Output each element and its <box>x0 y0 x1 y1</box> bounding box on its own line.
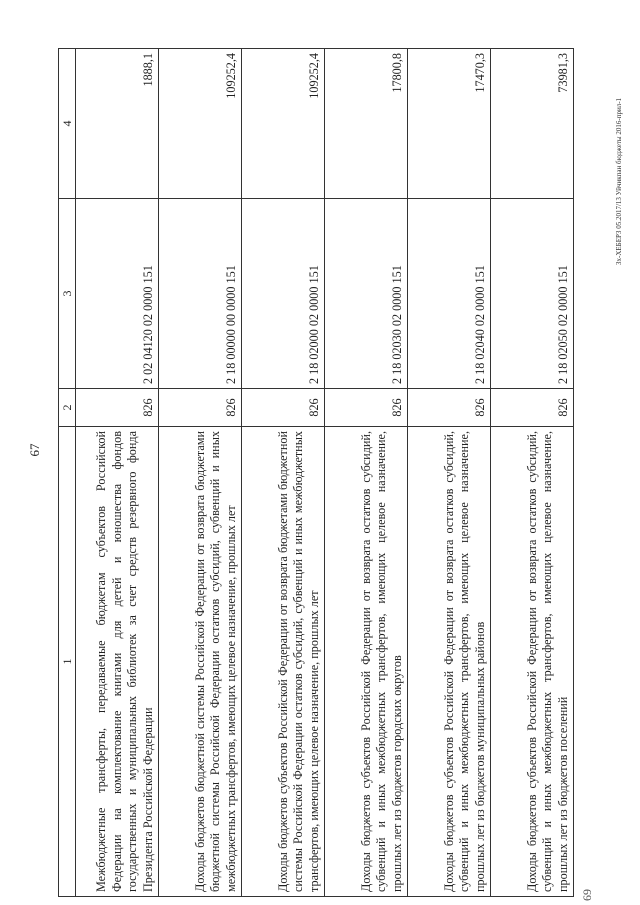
row-amount: 1888,1 <box>76 49 159 199</box>
row-description: Межбюджетные трансферты, передаваемые бюджетам субъектов Российской Федерации на комплектование книгами для детей и юношества фондов государственных и муниципальных библиотек за счет средств резервного фонда Президента Российской Федерации <box>76 427 159 897</box>
row-budget-code: 2 18 00000 00 0000 151 <box>159 199 242 389</box>
table-row <box>325 49 408 897</box>
row-description: Доходы бюджетов субъектов Российской Федерации от возврата остатков субсидий, субвенций и иных межбюджетных трансфертов, имеющих целевое назначение, прошлых лет из бюджетов городских округов <box>325 427 408 897</box>
header-col-3: 3 <box>59 199 76 389</box>
row-description: Доходы бюджетов субъектов Российской Федерации от возврата остатков субсидий, субвенций и иных межбюджетных трансфертов, имеющих целевое назначение, прошлых лет из бюджетов муниципальных районов <box>408 427 491 897</box>
row-budget-code: 2 18 02050 02 0000 151 <box>491 199 574 389</box>
row-amount: 17800,8 <box>325 49 408 199</box>
corner-number: 69 <box>580 889 594 901</box>
row-description: Доходы бюджетов субъектов Российской Федерации от возврата остатков субсидий, субвенций и иных межбюджетных трансфертов, имеющих целевое назначение, прошлых лет из бюджетов поселений <box>491 427 574 897</box>
header-col-4: 4 <box>59 49 76 199</box>
row-amount: 109252,4 <box>159 49 242 199</box>
row-admin-code: 826 <box>76 389 159 427</box>
row-admin-code: 826 <box>242 389 325 427</box>
table-row <box>408 49 491 897</box>
page-number: 67 <box>27 443 42 457</box>
row-amount: 109252,4 <box>242 49 325 199</box>
row-amount: 17470,3 <box>408 49 491 199</box>
table-header-row <box>59 49 76 897</box>
row-admin-code: 826 <box>159 389 242 427</box>
row-description: Доходы бюджетов бюджетной системы Российской Федерации от возврата бюджетами бюджетной системы Российской Федерации остатков субсидий, субвенций и иных межбюджетных трансфертов, имеющих целевое назначение, прошлых лет <box>159 427 242 897</box>
row-admin-code: 826 <box>491 389 574 427</box>
header-col-2: 2 <box>59 389 76 427</box>
table-row <box>159 49 242 897</box>
row-budget-code: 2 18 02030 02 0000 151 <box>325 199 408 389</box>
budget-table <box>58 48 574 897</box>
row-amount: 73981,3 <box>491 49 574 199</box>
row-budget-code: 2 18 02040 02 0000 151 <box>408 199 491 389</box>
footer-stamp: Зх-ХЕБЕРЗ 05.2017/13 Уйчикпан бюджеты 2016-прил-1 <box>615 97 623 265</box>
table-row <box>491 49 574 897</box>
row-admin-code: 826 <box>325 389 408 427</box>
table-row <box>76 49 159 897</box>
header-col-1: 1 <box>59 427 76 897</box>
row-description: Доходы бюджетов субъектов Российской Федерации от возврата бюджетами бюджетной системы Российской Федерации остатков субсидий, субвенций и иных межбюджетных трансфертов, имеющих целевое назначение, прошлых лет <box>242 427 325 897</box>
table-row <box>242 49 325 897</box>
row-admin-code: 826 <box>408 389 491 427</box>
row-budget-code: 2 18 02000 02 0000 151 <box>242 199 325 389</box>
row-budget-code: 2 02 04120 02 0000 151 <box>76 199 159 389</box>
